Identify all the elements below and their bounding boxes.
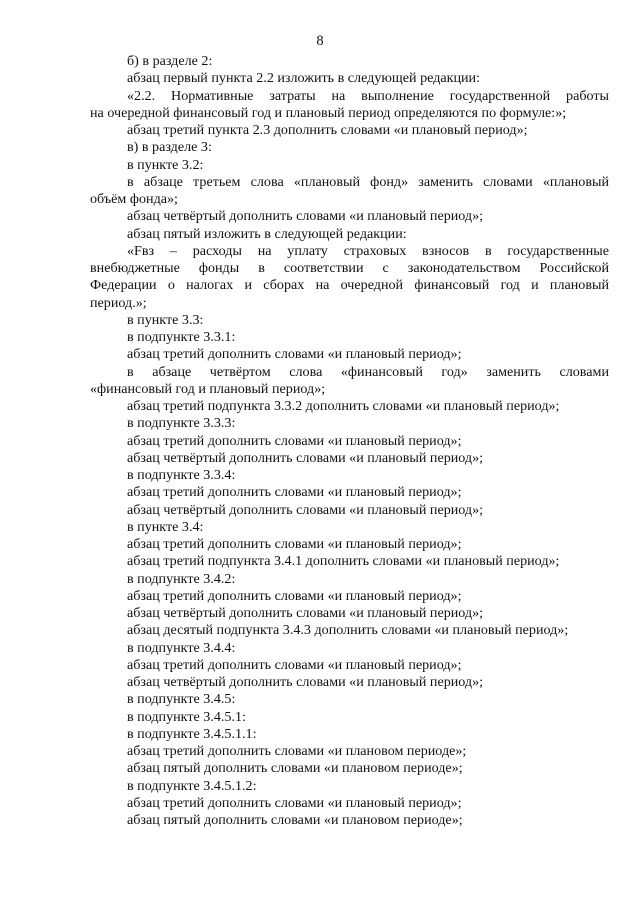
paragraph-line: в подпункте 3.4.5.1:	[127, 708, 246, 725]
paragraph-line: б) в разделе 2:	[127, 53, 213, 69]
paragraph	[90, 226, 609, 243]
paragraph	[90, 553, 609, 570]
paragraph-line: в) в разделе 3:	[127, 139, 212, 156]
paragraph	[90, 760, 609, 777]
paragraph-line: в подпункте 3.4.5.1.2:	[127, 777, 257, 794]
paragraph-line: абзац третий дополнить словами «и плановый период»;	[127, 432, 462, 449]
paragraph	[90, 502, 609, 519]
paragraph-line: в подпункте 3.4.5.1.1:	[127, 725, 257, 742]
paragraph	[90, 243, 609, 312]
paragraph-line: «Fвз – расходы на уплату страховых взносов в государственные	[127, 242, 609, 259]
paragraph-line: в пункте 3.3:	[127, 311, 204, 328]
paragraph-line: в пункте 3.4:	[127, 518, 204, 535]
paragraph-line: абзац десятый подпункта 3.4.3 дополнить словами «и плановый период»;	[127, 622, 569, 639]
paragraph-line: абзац третий дополнить словами «и плановый период»;	[127, 587, 462, 604]
paragraph-line: «2.2. Нормативные затраты на выполнение государственной работы	[127, 87, 609, 104]
paragraph-line: абзац четвёртый дополнить словами «и плановый период»;	[127, 449, 484, 466]
paragraph	[90, 571, 609, 588]
paragraph-line: абзац третий пункта 2.3 дополнить словами «и плановый период»;	[127, 122, 528, 138]
paragraph	[90, 122, 609, 139]
paragraph	[90, 536, 609, 553]
paragraph-line: в подпункте 3.4.2:	[127, 570, 236, 587]
paragraph-line: Федерации о налогах и сборах на очередной финансовый год и плановый	[90, 277, 609, 294]
paragraph	[90, 640, 609, 657]
paragraph	[90, 622, 609, 639]
paragraph-line: в пункте 3.2:	[127, 156, 204, 173]
paragraph	[90, 605, 609, 622]
paragraph-line: объём фонда»;	[90, 191, 178, 207]
paragraph-line: в подпункте 3.3.1:	[127, 329, 236, 345]
paragraph-line: абзац третий дополнить словами «и плановый период»;	[127, 536, 462, 552]
paragraph	[90, 484, 609, 501]
paragraph	[90, 778, 609, 795]
paragraph-line: абзац третий дополнить словами «и плановом периоде»;	[127, 743, 467, 759]
paragraph	[90, 588, 609, 605]
paragraph	[90, 157, 609, 174]
paragraph-line: абзац четвёртый дополнить словами «и плановый период»;	[127, 674, 484, 690]
paragraph	[90, 726, 609, 743]
page-number: 8	[316, 33, 324, 49]
paragraph	[90, 674, 609, 691]
paragraph	[90, 657, 609, 674]
paragraph-line: абзац пятый дополнить словами «и плановом периоде»;	[127, 760, 463, 777]
paragraph-line: в абзаце третьем слова «плановый фонд» заменить словами «плановый	[127, 173, 609, 190]
paragraph-line: абзац третий дополнить словами «и плановый период»;	[127, 484, 462, 501]
paragraph-line: в подпункте 3.4.5:	[127, 691, 236, 708]
paragraph	[90, 174, 609, 209]
paragraph	[90, 346, 609, 363]
paragraph	[90, 519, 609, 536]
paragraph-line: абзац первый пункта 2.2 изложить в следующей редакции:	[127, 70, 481, 87]
paragraph	[90, 691, 609, 708]
paragraph	[90, 53, 609, 70]
paragraph-line: в подпункте 3.3.4:	[127, 467, 236, 483]
paragraph-line: абзац четвёртый дополнить словами «и плановый период»;	[127, 501, 484, 518]
paragraph-line: абзац четвёртый дополнить словами «и плановый период»;	[127, 605, 484, 621]
paragraph-line: абзац третий дополнить словами «и плановый период»;	[127, 346, 462, 363]
paragraph	[90, 398, 609, 415]
paragraph-line: абзац третий подпункта 3.4.1 дополнить словами «и плановый период»;	[127, 553, 560, 570]
paragraph	[90, 70, 609, 87]
paragraph-line: абзац третий дополнить словами «и плановый период»;	[127, 794, 462, 811]
paragraph-line: на очередной финансовый год и плановый период определяются по формуле:»;	[90, 104, 567, 121]
paragraph-line: абзац пятый дополнить словами «и плановом периоде»;	[127, 812, 463, 828]
paragraph-line: период.»;	[90, 294, 147, 311]
paragraph-line: абзац третий дополнить словами «и плановый период»;	[127, 656, 462, 673]
paragraph	[90, 467, 609, 484]
paragraph	[90, 312, 609, 329]
paragraph	[90, 743, 609, 760]
paragraph-line: внебюджетные фонды в соответствии с законодательством Российской	[90, 260, 609, 276]
paragraph-line: в подпункте 3.4.4:	[127, 639, 236, 656]
paragraph-line: «финансовый год и плановый период»;	[90, 380, 326, 397]
paragraph-line: абзац третий подпункта 3.3.2 дополнить словами «и плановый период»;	[127, 398, 560, 414]
paragraph	[90, 709, 609, 726]
paragraph	[90, 139, 609, 156]
paragraph	[90, 364, 609, 399]
paragraph-line: абзац пятый изложить в следующей редакции:	[127, 225, 407, 242]
paragraph	[90, 433, 609, 450]
paragraph	[90, 415, 609, 432]
paragraph	[90, 329, 609, 346]
paragraph-line: абзац четвёртый дополнить словами «и плановый период»;	[127, 208, 484, 225]
paragraph	[90, 450, 609, 467]
paragraph	[90, 208, 609, 225]
paragraph	[90, 795, 609, 812]
paragraph-line: в абзаце четвёртом слова «финансовый год» заменить словами	[127, 363, 609, 380]
paragraph	[90, 88, 609, 123]
document-body	[90, 53, 609, 829]
paragraph-line: в подпункте 3.3.3:	[127, 415, 236, 432]
paragraph	[90, 812, 609, 829]
